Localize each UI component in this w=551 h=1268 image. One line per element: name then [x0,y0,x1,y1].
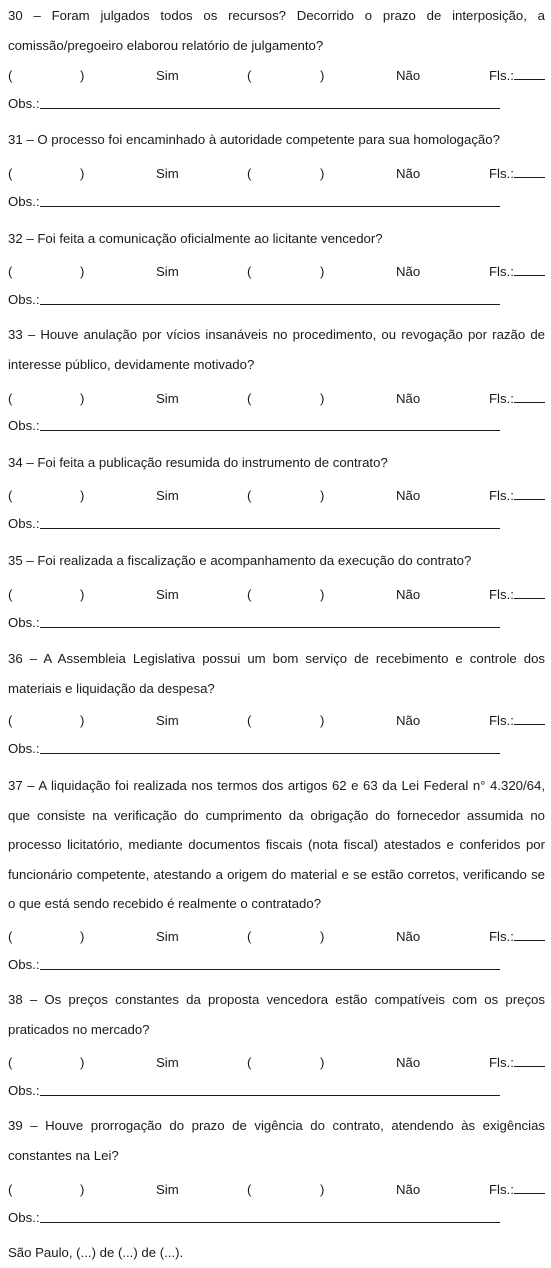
fls-label: Fls.: [489,1182,514,1197]
nao-label: Não [396,587,421,602]
sim-close-paren[interactable]: ) [80,929,85,944]
question-text: 37 – A liquidação foi realizada nos termos dos artigos 62 e 63 da Lei Federal n° 4.320/64, que consiste na verificação do cumprimento da obrigação do fornecedor assumida no processo licitatório, mediante documentos fiscais (nota fiscal) atestados e conferidos por funcionário competente, atestando a origem do material e se estão corretos, verificando se o que está sendo recebido é realmente o contratado? [8,778,545,912]
answer-options-row [0,384,551,414]
sim-close-paren[interactable]: ) [80,68,85,83]
question-text: 32 – Foi feita a comunicação oficialmente ao licitante vencedor? [8,231,383,246]
fls-blank-line[interactable] [514,275,545,276]
obs-field[interactable] [8,285,500,315]
obs-label: Obs.: [8,741,40,756]
obs-field[interactable] [8,1203,500,1233]
nao-close-paren[interactable]: ) [320,929,325,944]
sim-open-paren[interactable]: ( [8,1055,13,1070]
sim-label: Sim [156,929,179,944]
fls-field[interactable] [489,580,545,610]
closing-date-line: São Paulo, (...) de (...) de (...). [8,1245,184,1260]
nao-label: Não [396,264,421,279]
sim-label: Sim [156,488,179,503]
question-text: 31 – O processo foi encaminhado à autoridade competente para sua homologação? [8,132,500,147]
obs-blank-line[interactable] [40,206,500,207]
nao-label: Não [396,1182,421,1197]
fls-field[interactable] [489,384,545,414]
nao-close-paren[interactable]: ) [320,391,325,406]
fls-blank-line[interactable] [514,79,545,80]
sim-label: Sim [156,68,179,83]
sim-open-paren[interactable]: ( [8,488,13,503]
obs-field[interactable] [8,950,500,980]
fls-blank-line[interactable] [514,598,545,599]
fls-field[interactable] [489,257,545,287]
sim-open-paren[interactable]: ( [8,929,13,944]
sim-open-paren[interactable]: ( [8,166,13,181]
obs-blank-line[interactable] [40,627,500,628]
sim-label: Sim [156,264,179,279]
obs-blank-line[interactable] [40,753,500,754]
obs-field[interactable] [8,608,500,638]
fls-blank-line[interactable] [514,499,545,500]
fls-label: Fls.: [489,488,514,503]
sim-open-paren[interactable]: ( [8,587,13,602]
sim-close-paren[interactable]: ) [80,488,85,503]
obs-blank-line[interactable] [40,528,500,529]
fls-label: Fls.: [489,68,514,83]
obs-field[interactable] [8,89,500,119]
sim-label: Sim [156,713,179,728]
answer-options-row [0,922,551,952]
nao-open-paren[interactable]: ( [247,391,252,406]
sim-open-paren[interactable]: ( [8,1182,13,1197]
fls-field[interactable] [489,481,545,511]
question-text: 36 – A Assembleia Legislativa possui um bom serviço de recebimento e controle dos materiais e liquidação da despesa? [8,651,545,696]
obs-field[interactable] [8,187,500,217]
obs-blank-line[interactable] [40,108,500,109]
obs-label: Obs.: [8,292,40,307]
fls-field[interactable] [489,1048,545,1078]
obs-field[interactable] [8,1076,500,1106]
answer-options-row [0,61,551,91]
fls-blank-line[interactable] [514,1066,545,1067]
sim-close-paren[interactable]: ) [80,587,85,602]
question-text: 38 – Os preços constantes da proposta vencedora estão compatíveis com os preços praticados no mercado? [8,992,545,1037]
obs-blank-line[interactable] [40,1222,500,1223]
obs-label: Obs.: [8,1210,40,1225]
sim-close-paren[interactable]: ) [80,1055,85,1070]
answer-options-row [0,1048,551,1078]
fls-field[interactable] [489,1175,545,1205]
fls-field[interactable] [489,706,545,736]
nao-label: Não [396,929,421,944]
answer-options-row [0,706,551,736]
fls-blank-line[interactable] [514,1193,545,1194]
obs-label: Obs.: [8,957,40,972]
obs-label: Obs.: [8,96,40,111]
nao-open-paren[interactable]: ( [247,166,252,181]
fls-field[interactable] [489,61,545,91]
sim-close-paren[interactable]: ) [80,713,85,728]
sim-open-paren[interactable]: ( [8,713,13,728]
answer-options-row [0,1175,551,1205]
sim-close-paren[interactable]: ) [80,391,85,406]
obs-label: Obs.: [8,516,40,531]
question-text: 35 – Foi realizada a fiscalização e acompanhamento da execução do contrato? [8,553,472,568]
sim-label: Sim [156,1055,179,1070]
nao-open-paren[interactable]: ( [247,713,252,728]
sim-close-paren[interactable]: ) [80,264,85,279]
fls-label: Fls.: [489,166,514,181]
nao-open-paren[interactable]: ( [247,68,252,83]
fls-field[interactable] [489,922,545,952]
nao-label: Não [396,68,421,83]
nao-label: Não [396,391,421,406]
obs-blank-line[interactable] [40,1095,500,1096]
fls-label: Fls.: [489,1055,514,1070]
nao-close-paren[interactable]: ) [320,264,325,279]
nao-close-paren[interactable]: ) [320,713,325,728]
obs-blank-line[interactable] [40,969,500,970]
sim-open-paren[interactable]: ( [8,391,13,406]
question-text: 39 – Houve prorrogação do prazo de vigência do contrato, atendendo às exigências constantes na Lei? [8,1118,545,1163]
question-text: 30 – Foram julgados todos os recursos? Decorrido o prazo de interposição, a comissão/pregoeiro elaborou relatório de julgamento? [8,8,545,53]
nao-close-paren[interactable]: ) [320,68,325,83]
question-text: 33 – Houve anulação por vícios insanáveis no procedimento, ou revogação por razão de interesse público, devidamente motivado? [8,327,545,372]
fls-blank-line[interactable] [514,724,545,725]
nao-close-paren[interactable]: ) [320,1055,325,1070]
fls-label: Fls.: [489,713,514,728]
fls-label: Fls.: [489,929,514,944]
obs-blank-line[interactable] [40,430,500,431]
fls-blank-line[interactable] [514,402,545,403]
obs-field[interactable] [8,411,500,441]
sim-open-paren[interactable]: ( [8,264,13,279]
nao-open-paren[interactable]: ( [247,488,252,503]
obs-label: Obs.: [8,418,40,433]
obs-field[interactable] [8,734,500,764]
fls-label: Fls.: [489,264,514,279]
sim-open-paren[interactable]: ( [8,68,13,83]
sim-close-paren[interactable]: ) [80,1182,85,1197]
sim-label: Sim [156,391,179,406]
answer-options-row [0,257,551,287]
nao-close-paren[interactable]: ) [320,587,325,602]
answer-options-row [0,580,551,610]
nao-close-paren[interactable]: ) [320,488,325,503]
nao-close-paren[interactable]: ) [320,166,325,181]
answer-options-row [0,481,551,511]
nao-close-paren[interactable]: ) [320,1182,325,1197]
nao-open-paren[interactable]: ( [247,1182,252,1197]
sim-label: Sim [156,1182,179,1197]
question-text: 34 – Foi feita a publicação resumida do instrumento de contrato? [8,455,388,470]
nao-label: Não [396,488,421,503]
obs-blank-line[interactable] [40,304,500,305]
sim-label: Sim [156,587,179,602]
nao-open-paren[interactable]: ( [247,587,252,602]
nao-open-paren[interactable]: ( [247,264,252,279]
obs-field[interactable] [8,509,500,539]
nao-label: Não [396,166,421,181]
fls-label: Fls.: [489,587,514,602]
nao-open-paren[interactable]: ( [247,929,252,944]
fls-label: Fls.: [489,391,514,406]
sim-label: Sim [156,166,179,181]
answer-options-row [0,159,551,189]
fls-blank-line[interactable] [514,177,545,178]
obs-label: Obs.: [8,1083,40,1098]
fls-blank-line[interactable] [514,940,545,941]
obs-label: Obs.: [8,194,40,209]
obs-label: Obs.: [8,615,40,630]
nao-label: Não [396,713,421,728]
nao-label: Não [396,1055,421,1070]
sim-close-paren[interactable]: ) [80,166,85,181]
fls-field[interactable] [489,159,545,189]
nao-open-paren[interactable]: ( [247,1055,252,1070]
